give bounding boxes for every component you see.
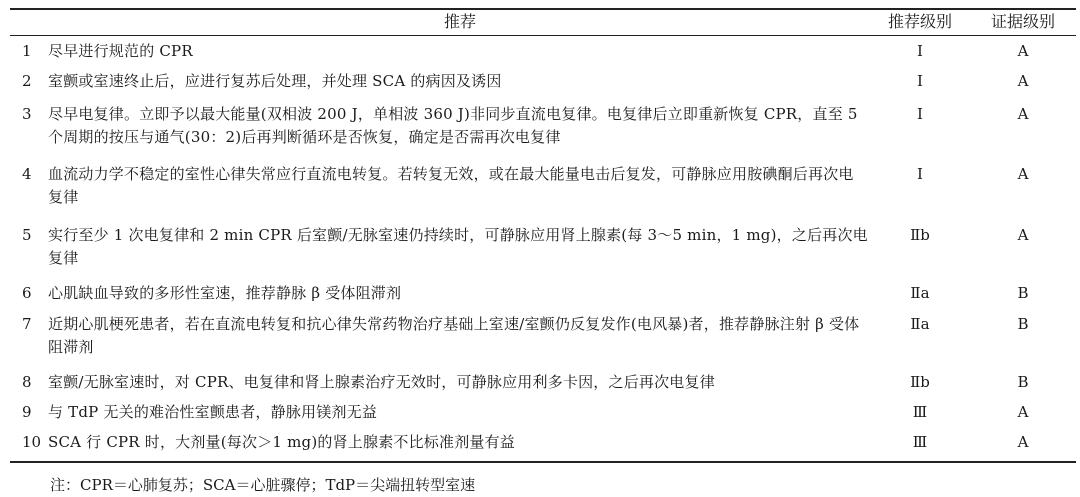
row-number: 2 (22, 72, 32, 90)
row-text: 血流动力学不稳定的室性心律失常应行直流电转复。若转复无效，或在最大能量电击后复发，可静脉应用胺碘酮后再次电复律 (48, 165, 854, 206)
row-text: 近期心肌梗死患者，若在直流电转复和抗心律失常药物治疗基础上室速/室颤仍反复发作(电风暴)者，推荐静脉注射 β 受体阻滞剂 (48, 315, 860, 356)
row-evidence-level: A (1017, 105, 1029, 123)
row-text: SCA 行 CPR 时，大剂量(每次＞1 mg)的肾上腺素不比标准剂量有益 (48, 433, 515, 451)
row-recommendation-level: Ⅱa (910, 315, 930, 333)
row-number: 9 (22, 403, 32, 421)
table-bottom-rule (10, 461, 1076, 463)
row-recommendation-level: Ⅱb (910, 226, 930, 244)
header-recommendation: 推荐 (443, 12, 476, 31)
row-number: 4 (22, 165, 32, 183)
row-recommendation-level: Ⅲ (912, 403, 928, 421)
row-evidence-level: A (1017, 226, 1029, 244)
row-number: 1 (22, 42, 32, 60)
row-evidence-level: A (1017, 433, 1029, 451)
row-evidence-level: A (1017, 72, 1029, 90)
row-recommendation-level: Ⅰ (917, 105, 923, 123)
row-recommendation-level: Ⅲ (912, 433, 928, 451)
row-number: 3 (22, 105, 32, 123)
row-recommendation-level: Ⅰ (917, 165, 923, 183)
header-evidence-level: 证据级别 (990, 12, 1055, 31)
header-recommendation-level: 推荐级别 (887, 12, 952, 31)
row-number: 5 (22, 226, 32, 244)
row-text: 室颤/无脉室速时，对 CPR、电复律和肾上腺素治疗无效时，可静脉应用利多卡因，之后再次电复律 (48, 373, 715, 391)
row-number: 6 (22, 284, 32, 302)
row-recommendation-level: Ⅰ (917, 42, 923, 60)
row-text: 室颤或室速终止后，应进行复苏后处理，并处理 SCA 的病因及诱因 (48, 72, 502, 90)
row-recommendation-level: Ⅱa (910, 284, 930, 302)
row-evidence-level: B (1017, 284, 1029, 302)
row-number: 7 (22, 315, 32, 333)
row-text: 与 TdP 无关的难治性室颤患者，静脉用镁剂无益 (48, 403, 378, 421)
row-evidence-level: A (1017, 42, 1029, 60)
row-evidence-level: B (1017, 373, 1029, 391)
row-evidence-level: A (1017, 165, 1029, 183)
row-evidence-level: B (1017, 315, 1029, 333)
row-recommendation-level: Ⅰ (917, 72, 923, 90)
row-text: 尽早电复律。立即予以最大能量(双相波 200 J，单相波 360 J)非同步直流电复律。电复律后立即重新恢复 CPR，直至 5 个周期的按压与通气(30：2)后再判断循环是否恢复，确定是否需再次电复律 (48, 105, 858, 146)
table-footnote: 注：CPR＝心肺复苏；SCA＝心脏骤停；TdP＝尖端扭转型室速 (50, 476, 476, 494)
row-recommendation-level: Ⅱb (910, 373, 930, 391)
row-text: 实行至少 1 次电复律和 2 min CPR 后室颤/无脉室速仍持续时，可静脉应用肾上腺素(每 3～5 min，1 mg)，之后再次电复律 (48, 226, 868, 267)
table-header-rule (10, 35, 1076, 36)
row-text: 心肌缺血导致的多形性室速，推荐静脉 β 受体阻滞剂 (48, 284, 402, 302)
row-number: 10 (22, 433, 42, 451)
row-number: 8 (22, 373, 32, 391)
row-evidence-level: A (1017, 403, 1029, 421)
row-text: 尽早进行规范的 CPR (48, 42, 193, 60)
